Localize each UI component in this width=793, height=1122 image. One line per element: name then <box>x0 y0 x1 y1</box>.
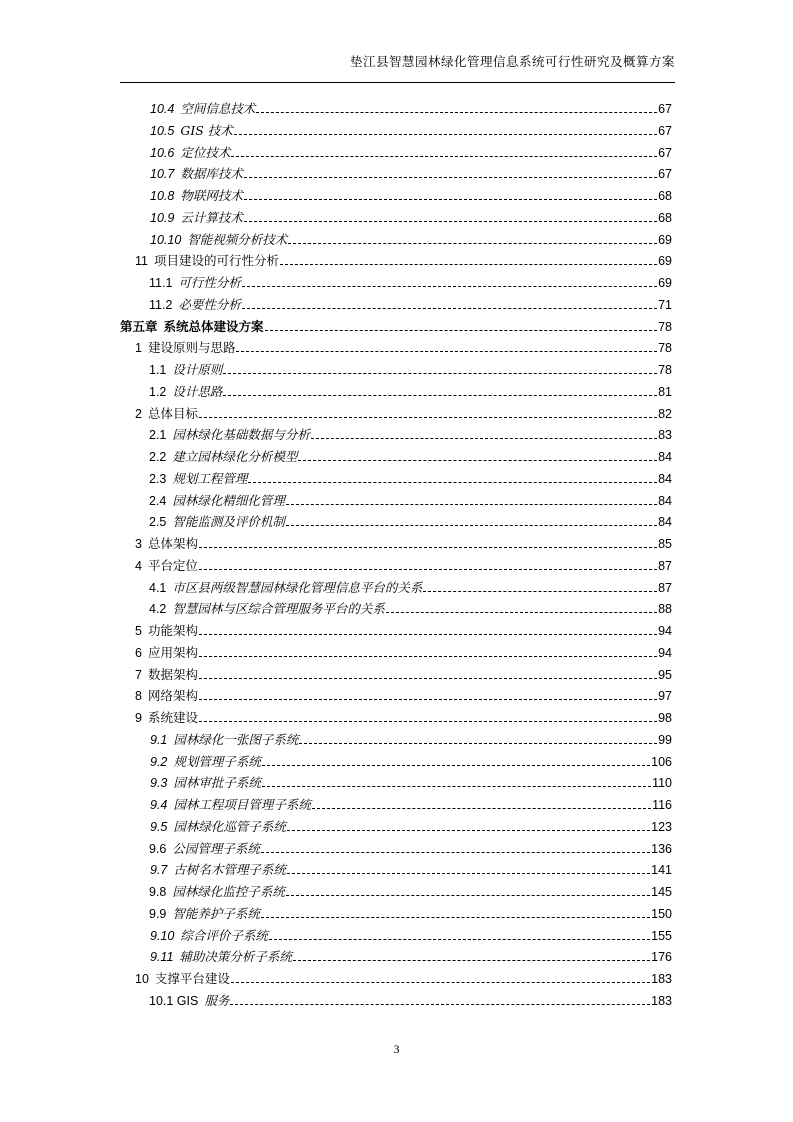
toc-entry-number: 8 <box>135 689 142 704</box>
header-title: 垫江县智慧园林绿化管理信息系统可行性研究及概算方案 <box>349 54 675 69</box>
toc-leader-line <box>265 330 658 331</box>
toc-entry[interactable] <box>149 880 672 900</box>
toc-leader-line <box>311 438 657 439</box>
toc-page-number: 95 <box>658 667 672 682</box>
toc-entry[interactable] <box>149 510 672 530</box>
toc-leader-line <box>293 960 650 961</box>
toc-page-number: 83 <box>658 428 672 443</box>
toc-leader-line <box>244 177 657 178</box>
toc-leader-line <box>261 917 650 918</box>
toc-page-number: 78 <box>658 341 672 356</box>
toc-entry[interactable] <box>149 380 672 400</box>
toc-entry-number: 5 <box>135 624 142 638</box>
toc-leader-line <box>386 612 657 613</box>
page-header <box>120 52 675 83</box>
toc-entry-number: 1 <box>135 341 142 356</box>
toc-entry-number: 10 <box>135 972 149 986</box>
toc-page-number: 69 <box>658 254 672 269</box>
toc-entry[interactable] <box>135 663 672 683</box>
toc-entry[interactable] <box>135 684 672 704</box>
toc-entry-title: 规划管理子系统 <box>173 753 261 769</box>
toc-entry-number: 11 <box>135 254 148 269</box>
toc-leader-line <box>199 417 657 418</box>
toc-entry-title: 园林绿化精细化管理 <box>172 492 285 508</box>
toc-entry-number: 6 <box>135 645 142 660</box>
toc-page-number: 176 <box>651 950 672 965</box>
toc-entry-number: 7 <box>135 667 142 682</box>
toc-entry-number: 4 <box>135 558 142 573</box>
toc-entry-title: 公园管理子系统 <box>172 840 260 856</box>
toc-page-number: 110 <box>652 776 672 791</box>
toc-entry[interactable] <box>150 815 672 835</box>
toc-leader-line <box>199 634 657 635</box>
toc-entry-title: 平台定位 <box>147 557 198 573</box>
toc-entry-number: 1.2 <box>149 384 167 399</box>
toc-entry-title: 园林审批子系统 <box>173 775 261 791</box>
toc-entry-title: 空间信息技术 <box>180 101 256 116</box>
toc-entry[interactable] <box>150 141 672 161</box>
toc-entry-number: 4.2 <box>149 602 167 617</box>
toc-entry-number: 2.3 <box>149 471 167 486</box>
toc-leader-line <box>199 656 657 657</box>
toc-entry[interactable] <box>150 184 672 204</box>
toc-entry-title: GIS 技术 <box>180 122 233 138</box>
toc-page-number: 141 <box>651 863 672 878</box>
toc-entry-number: 9.10 <box>150 928 175 943</box>
toc-leader-line <box>288 243 657 244</box>
toc-entry[interactable] <box>150 206 672 226</box>
toc-entry-number: 9.7 <box>150 863 168 878</box>
toc-entry[interactable] <box>135 532 672 552</box>
toc-entry-number: 9.4 <box>150 798 168 812</box>
toc-entry-title: 云计算技术 <box>180 209 243 225</box>
toc-entry-number: 1.1 <box>149 363 167 377</box>
toc-page-number: 116 <box>652 798 672 812</box>
toc-entry-number: 10.7 <box>150 167 175 182</box>
toc-page-number: 99 <box>658 732 672 747</box>
toc-entry[interactable] <box>149 271 672 291</box>
toc-entry[interactable] <box>149 576 672 596</box>
toc-page-number: 98 <box>658 711 672 725</box>
toc-entry[interactable] <box>135 706 672 726</box>
toc-entry[interactable] <box>150 945 672 965</box>
toc-page-number: 106 <box>651 754 672 769</box>
toc-entry[interactable] <box>135 336 672 356</box>
toc-page-number: 67 <box>658 102 672 116</box>
toc-entry-number: 4.1 <box>149 580 167 595</box>
toc-entry[interactable] <box>135 554 672 574</box>
toc-leader-line <box>242 286 657 287</box>
toc-page-number: 123 <box>651 819 672 834</box>
toc-leader-line <box>231 156 657 157</box>
toc-leader-line <box>286 895 650 896</box>
toc-entry-title: 可行性分析 <box>178 275 241 290</box>
toc-page-number: 87 <box>658 580 672 595</box>
toc-entry-number: 2 <box>135 406 142 421</box>
toc-entry-title: 设计原则 <box>172 362 223 377</box>
toc-entry-number: 10.10 <box>150 232 182 247</box>
toc-entry-title: 项目建设的可行性分析 <box>153 253 279 269</box>
toc-leader-line <box>286 504 657 505</box>
toc-page-number: 183 <box>651 972 672 986</box>
toc-entry-title: 园林绿化一张图子系统 <box>173 731 299 747</box>
toc-entry-number: 9.2 <box>150 754 168 769</box>
toc-leader-line <box>199 678 657 679</box>
toc-entry[interactable] <box>150 119 672 139</box>
toc-entry-number: 9.11 <box>150 950 174 965</box>
toc-leader-line <box>244 221 657 222</box>
toc-page-number: 84 <box>658 450 672 464</box>
toc-page-number: 84 <box>658 493 672 508</box>
toc-leader-line <box>261 852 650 853</box>
toc-entry-title: 系统建设 <box>147 710 198 725</box>
toc-entry-title: 定位技术 <box>180 144 231 160</box>
toc-leader-line <box>262 786 651 787</box>
toc-leader-line <box>287 873 650 874</box>
toc-entry-number: 9.8 <box>149 885 167 899</box>
toc-leader-line <box>423 591 657 592</box>
toc-entry-title: 古树名木管理子系统 <box>173 862 286 878</box>
toc-entry[interactable] <box>135 402 672 422</box>
toc-entry-number: 2.1 <box>149 428 167 443</box>
toc-entry-number: 9.3 <box>150 776 168 791</box>
toc-entry-title: 园林绿化监控子系统 <box>172 884 285 899</box>
toc-page-number: 67 <box>658 167 672 182</box>
toc-entry[interactable] <box>150 228 672 248</box>
toc-entry-number: 9.9 <box>149 906 167 921</box>
toc-leader-line <box>230 1004 650 1005</box>
toc-page-number: 94 <box>658 624 672 638</box>
toc-entry-number: 3 <box>135 537 142 551</box>
toc-entry-number: 9.1 <box>150 732 168 747</box>
toc-entry[interactable] <box>149 467 672 487</box>
toc-entry[interactable] <box>149 445 672 465</box>
toc-entry[interactable] <box>135 249 672 269</box>
toc-page-number: 69 <box>658 276 672 290</box>
toc-leader-line <box>231 982 650 983</box>
toc-leader-line <box>269 939 650 940</box>
toc-leader-line <box>244 199 657 200</box>
toc-entry-title: 园林绿化巡管子系统 <box>173 818 286 834</box>
toc-entry[interactable] <box>150 750 672 770</box>
toc-leader-line <box>280 264 657 265</box>
toc-page-number: 94 <box>658 645 672 660</box>
toc-entry[interactable] <box>150 793 672 813</box>
toc-entry-title: 智慧园林与区综合管理服务平台的关系 <box>172 601 385 617</box>
toc-entry[interactable] <box>149 989 672 1009</box>
toc-page-number: 145 <box>651 885 672 899</box>
toc-entry[interactable] <box>150 771 672 791</box>
toc-entry-number: 9.6 <box>149 841 167 856</box>
toc-page-number: 85 <box>658 537 672 551</box>
toc-entry-title: 智能监测及评价机制 <box>172 514 285 530</box>
toc-leader-line <box>199 721 657 722</box>
toc-entry[interactable] <box>150 728 672 748</box>
toc-leader-line <box>299 743 657 744</box>
toc-leader-line <box>242 308 657 309</box>
toc-entry-title: 建设原则与思路 <box>147 340 236 356</box>
toc-entry-number: 11.2 <box>149 297 173 312</box>
toc-page-number: 67 <box>658 145 672 160</box>
toc-leader-line <box>287 830 650 831</box>
toc-entry[interactable] <box>150 924 672 944</box>
toc-leader-line <box>248 482 657 483</box>
toc-entry-number: 9.5 <box>150 819 168 834</box>
toc-entry[interactable] <box>135 967 672 987</box>
toc-entry[interactable] <box>149 489 672 509</box>
toc-entry-number: 9 <box>135 711 142 725</box>
toc-page-number: 68 <box>658 210 672 225</box>
toc-entry[interactable] <box>149 423 672 443</box>
toc-entry-title: 建立园林绿化分析模型 <box>172 449 298 464</box>
toc-leader-line <box>234 134 657 135</box>
toc-entry-number: 10.9 <box>150 210 175 225</box>
toc-entry[interactable] <box>150 97 672 117</box>
toc-entry-title: 园林绿化基础数据与分析 <box>172 427 310 443</box>
toc-entry-title: 总体架构 <box>147 536 198 551</box>
toc-entry[interactable] <box>135 619 672 639</box>
toc-entry-number: 10.8 <box>150 189 175 203</box>
toc-page-number: 71 <box>658 297 672 312</box>
toc-entry-title: 功能架构 <box>147 623 198 638</box>
toc-entry-title: 辅助决策分析子系统 <box>179 949 292 965</box>
toc-entry[interactable] <box>149 902 672 922</box>
toc-page-number: 155 <box>651 928 672 943</box>
toc-entry-title: 智能视频分析技术 <box>187 231 288 247</box>
toc-page-number: 150 <box>651 906 672 921</box>
toc-entry-title: 数据架构 <box>147 666 198 682</box>
toc-entry[interactable] <box>150 162 672 182</box>
toc-entry-title: 网络架构 <box>147 688 198 704</box>
toc-page-number: 69 <box>658 232 672 247</box>
toc-entry-title: 应用架构 <box>147 644 198 660</box>
toc-leader-line <box>298 460 657 461</box>
toc-entry-title: 规划工程管理 <box>172 470 248 486</box>
toc-entry-title: 必要性分析 <box>178 296 241 312</box>
toc-entry[interactable] <box>149 358 672 378</box>
toc-page-number: 82 <box>658 406 672 421</box>
toc-entry-title: 市区县两级智慧园林绿化管理信息平台的关系 <box>172 579 423 595</box>
toc-entry-title: 综合评价子系统 <box>180 927 268 943</box>
toc-leader-line <box>223 373 657 374</box>
toc-entry-title: 总体目标 <box>147 405 198 421</box>
toc-leader-line <box>236 351 657 352</box>
toc-leader-line <box>286 525 657 526</box>
toc-entry[interactable] <box>150 858 672 878</box>
toc-chapter-entry[interactable] <box>120 315 672 335</box>
toc-page-number: 183 <box>651 993 672 1008</box>
toc-entry-title: 园林工程项目管理子系统 <box>173 797 311 812</box>
toc-entry-title: 系统总体建设方案 <box>163 318 264 334</box>
toc-page-number: 78 <box>658 363 672 377</box>
toc-entry-title: 设计思路 <box>172 383 223 399</box>
toc-page-number: 84 <box>658 471 672 486</box>
toc-page-number: 88 <box>658 602 672 617</box>
toc-leader-line <box>256 112 657 113</box>
toc-page-number: 87 <box>658 558 672 573</box>
toc-entry-number: 2.4 <box>149 493 167 508</box>
toc-entry[interactable] <box>149 293 672 313</box>
toc-entry[interactable] <box>149 597 672 617</box>
toc-page-number: 84 <box>658 515 672 530</box>
toc-entry-number: 11.1 <box>149 276 173 290</box>
page-number: 3 <box>393 1042 400 1056</box>
toc-entry-number: 2.5 <box>149 515 167 530</box>
toc-page-number: 97 <box>658 689 672 704</box>
toc-page-number: 68 <box>658 189 672 203</box>
toc-entry-number: 2.2 <box>149 450 167 464</box>
toc-entry-number: 10.5 <box>150 123 175 138</box>
toc-entry-title: 智能养护子系统 <box>172 905 260 921</box>
toc-page-number: 78 <box>658 319 672 334</box>
toc-leader-line <box>312 808 651 809</box>
toc-entry-title: 支撑平台建设 <box>154 971 230 986</box>
toc-entry[interactable] <box>149 837 672 857</box>
toc-page-number: 81 <box>658 384 672 399</box>
toc-entry-number: 10.1 GIS <box>149 993 199 1008</box>
toc-entry-title: 数据库技术 <box>180 166 243 182</box>
toc-entry-number: 10.6 <box>150 145 175 160</box>
toc-entry-number: 第五章 <box>120 319 158 334</box>
toc-leader-line <box>262 765 650 766</box>
toc-page-number: 67 <box>658 123 672 138</box>
toc-entry[interactable] <box>135 641 672 661</box>
toc-entry-number: 10.4 <box>150 102 175 116</box>
toc-entry-title: 物联网技术 <box>180 188 243 203</box>
toc-leader-line <box>199 699 657 700</box>
toc-leader-line <box>199 569 657 570</box>
toc-leader-line <box>223 395 657 396</box>
toc-entry-title: 服务 <box>204 992 230 1008</box>
toc-page-number: 136 <box>651 841 672 856</box>
toc-leader-line <box>199 547 657 548</box>
